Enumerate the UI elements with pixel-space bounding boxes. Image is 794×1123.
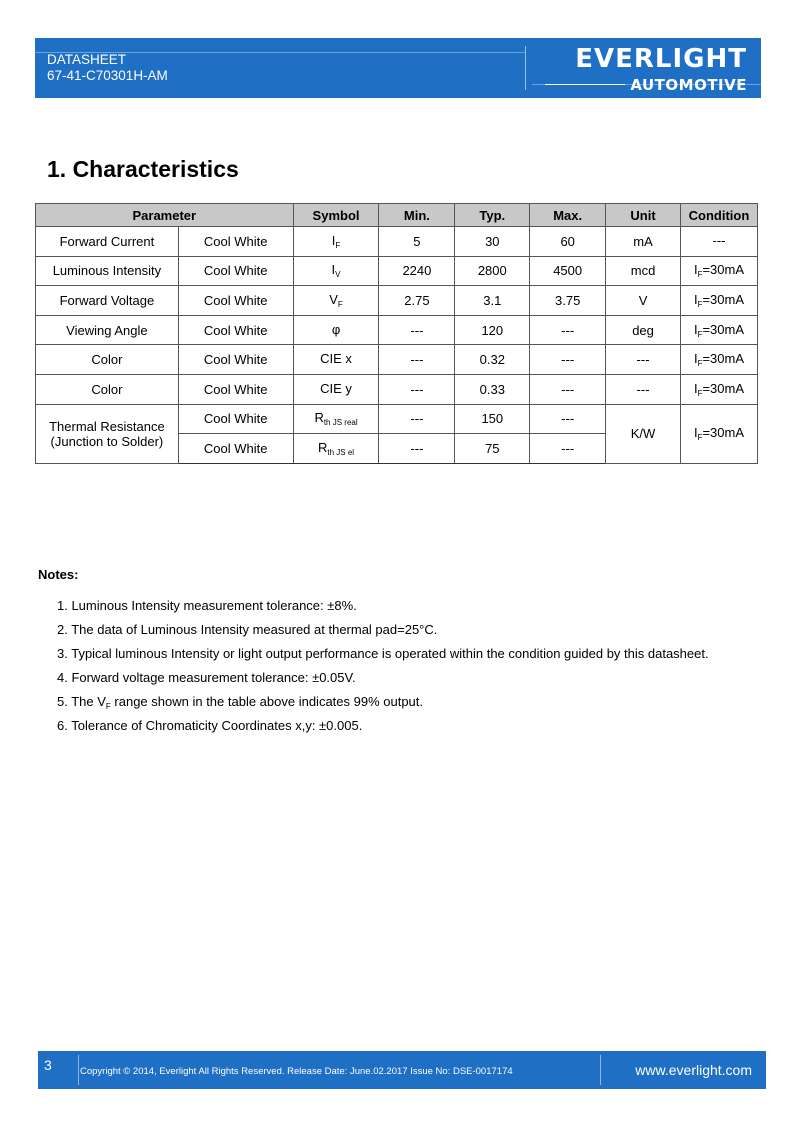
type-cell: Cool White xyxy=(178,227,293,257)
symbol-cell-main: CIE x xyxy=(320,351,352,367)
symbol-cell-main: I xyxy=(331,262,336,278)
condition-cell xyxy=(680,315,757,345)
symbol-cell xyxy=(293,286,379,316)
table-row xyxy=(36,315,758,345)
max-cell: --- xyxy=(530,404,606,434)
type-cell: Cool White xyxy=(178,256,293,286)
unit-cell: deg xyxy=(606,315,681,345)
table-row xyxy=(36,374,758,404)
max-cell: --- xyxy=(530,345,606,375)
part-number: 67-41-C70301H-AM xyxy=(47,68,168,83)
typ-cell: 2800 xyxy=(455,256,530,286)
symbol-cell-main: I xyxy=(331,232,336,248)
section-title: 1. Characteristics xyxy=(47,156,239,182)
condition-cell xyxy=(680,374,757,404)
typ-cell: 120 xyxy=(455,315,530,345)
min-cell: 2.75 xyxy=(379,286,455,316)
typ-cell: 30 xyxy=(455,227,530,257)
typ-cell: 150 xyxy=(455,404,530,434)
min-cell: --- xyxy=(379,404,455,434)
notes-list xyxy=(57,598,709,742)
max-cell: --- xyxy=(530,434,606,464)
condition-cell-rest: =30mA xyxy=(702,321,745,337)
note-text: range shown in the table above indicates 99% output. xyxy=(110,694,424,709)
symbol-cell-main: R xyxy=(318,439,328,455)
table-header-row xyxy=(36,204,758,227)
note-item: 6. Tolerance of Chromaticity Coordinates x,y: ±0.005. xyxy=(57,718,363,733)
thermal-condition-cell-subscript: F xyxy=(697,433,703,443)
note-subscript: F xyxy=(105,702,111,711)
condition-cell-rest: =30mA xyxy=(702,262,745,278)
thermal-condition-cell-rest: =30mA xyxy=(702,425,745,441)
min-cell: --- xyxy=(379,315,455,345)
header-symbol: Symbol xyxy=(293,204,379,227)
condition-cell-main: I xyxy=(693,291,698,307)
min-cell: 5 xyxy=(379,227,455,257)
typ-cell: 3.1 xyxy=(455,286,530,316)
thermal-unit-cell: K/W xyxy=(606,404,681,463)
header-min: Min. xyxy=(379,204,455,227)
notes-heading: Notes: xyxy=(38,567,79,582)
condition-cell-rest: =30mA xyxy=(702,380,745,396)
condition-cell-subscript: F xyxy=(697,299,703,309)
symbol-cell xyxy=(293,374,379,404)
note-item: 3. Typical luminous Intensity or light output performance is operated within the condition guided by this datasheet. xyxy=(57,646,709,661)
doc-type: DATASHEET xyxy=(47,52,127,67)
condition-cell xyxy=(680,256,757,286)
condition-cell xyxy=(680,227,757,257)
symbol-cell-main: R xyxy=(314,410,324,426)
note-item: 4. Forward voltage measurement tolerance: ±0.05V. xyxy=(57,670,356,685)
note-item: 2. The data of Luminous Intensity measured at thermal pad=25°C. xyxy=(57,622,438,637)
param-cell: Color xyxy=(36,345,179,375)
condition-cell-subscript: F xyxy=(697,270,703,280)
min-cell: --- xyxy=(379,345,455,375)
thermal-param-line2: (Junction to Solder) xyxy=(50,433,164,449)
note-text: 5. The V xyxy=(57,694,106,709)
note-item: 1. Luminous Intensity measurement tolerance: ±8%. xyxy=(57,598,357,613)
symbol-cell xyxy=(293,256,379,286)
table-row xyxy=(36,227,758,257)
max-cell: --- xyxy=(530,374,606,404)
symbol-cell-subscript: th JS real xyxy=(323,418,358,428)
symbol-cell-subscript: F xyxy=(337,299,343,309)
condition-cell-subscript: F xyxy=(697,329,703,339)
header-divider-vertical xyxy=(525,46,526,90)
doc-info xyxy=(47,52,168,84)
condition-cell xyxy=(680,286,757,316)
note-item xyxy=(57,694,709,718)
condition-cell-main: I xyxy=(693,262,698,278)
brand-underline xyxy=(545,84,625,85)
header-typ: Typ. xyxy=(455,204,530,227)
condition-cell-rest: =30mA xyxy=(702,351,745,367)
condition-cell xyxy=(680,345,757,375)
header-parameter: Parameter xyxy=(36,204,294,227)
type-cell: Cool White xyxy=(178,434,293,464)
footer-divider xyxy=(600,1055,601,1085)
symbol-cell-subscript: V xyxy=(335,270,341,280)
symbol-cell-subscript: th JS el xyxy=(327,447,355,457)
param-cell: Viewing Angle xyxy=(36,315,179,345)
type-cell: Cool White xyxy=(178,315,293,345)
max-cell: --- xyxy=(530,315,606,345)
condition-cell-subscript: F xyxy=(697,388,703,398)
max-cell: 3.75 xyxy=(530,286,606,316)
unit-cell: --- xyxy=(606,374,681,404)
table-row xyxy=(36,286,758,316)
header-condition: Condition xyxy=(680,204,757,227)
symbol-cell xyxy=(293,434,379,464)
type-cell: Cool White xyxy=(178,286,293,316)
header-unit: Unit xyxy=(606,204,681,227)
table-row xyxy=(36,404,758,434)
param-cell: Luminous Intensity xyxy=(36,256,179,286)
max-cell: 4500 xyxy=(530,256,606,286)
typ-cell: 0.33 xyxy=(455,374,530,404)
thermal-param-cell xyxy=(36,404,179,463)
characteristics-table xyxy=(35,203,758,464)
brand-name: EVERLIGHT xyxy=(575,44,747,74)
min-cell: --- xyxy=(379,434,455,464)
unit-cell: --- xyxy=(606,345,681,375)
condition-cell-main: I xyxy=(693,351,698,367)
brand-sub: AUTOMOTIVE xyxy=(630,76,747,94)
typ-cell: 75 xyxy=(455,434,530,464)
unit-cell: mA xyxy=(606,227,681,257)
condition-cell-main: I xyxy=(693,380,698,396)
copyright: Copyright © 2014, Everlight All Rights Reserved. Release Date: June.02.2017 Issue No: DSE-0017174 xyxy=(80,1066,513,1077)
typ-cell: 0.32 xyxy=(455,345,530,375)
header-max: Max. xyxy=(530,204,606,227)
symbol-cell-main: φ xyxy=(331,321,341,337)
thermal-condition-cell-main: I xyxy=(693,425,698,441)
symbol-cell xyxy=(293,315,379,345)
page-number: 3 xyxy=(44,1057,52,1073)
param-cell: Color xyxy=(36,374,179,404)
type-cell: Cool White xyxy=(178,374,293,404)
footer-divider xyxy=(78,1055,79,1085)
symbol-cell-subscript: F xyxy=(335,240,341,250)
brand-logo xyxy=(575,44,747,94)
type-cell: Cool White xyxy=(178,404,293,434)
page-footer xyxy=(38,1051,766,1089)
type-cell: Cool White xyxy=(178,345,293,375)
unit-cell: mcd xyxy=(606,256,681,286)
table-row xyxy=(36,256,758,286)
symbol-cell xyxy=(293,404,379,434)
symbol-cell xyxy=(293,227,379,257)
thermal-condition-cell xyxy=(680,404,757,463)
condition-cell-main: --- xyxy=(712,232,726,248)
symbol-cell-main: CIE y xyxy=(320,380,352,396)
condition-cell-subscript: F xyxy=(697,359,703,369)
thermal-param-line1: Thermal Resistance xyxy=(49,418,165,434)
min-cell: --- xyxy=(379,374,455,404)
condition-cell-rest: =30mA xyxy=(702,291,745,307)
unit-cell: V xyxy=(606,286,681,316)
website-link[interactable]: www.everlight.com xyxy=(635,1062,752,1078)
page-header xyxy=(35,38,761,98)
param-cell: Forward Current xyxy=(36,227,179,257)
param-cell: Forward Voltage xyxy=(36,286,179,316)
symbol-cell xyxy=(293,345,379,375)
min-cell: 2240 xyxy=(379,256,455,286)
symbol-cell-main: V xyxy=(329,291,338,307)
table-row xyxy=(36,345,758,375)
condition-cell-main: I xyxy=(693,321,698,337)
max-cell: 60 xyxy=(530,227,606,257)
